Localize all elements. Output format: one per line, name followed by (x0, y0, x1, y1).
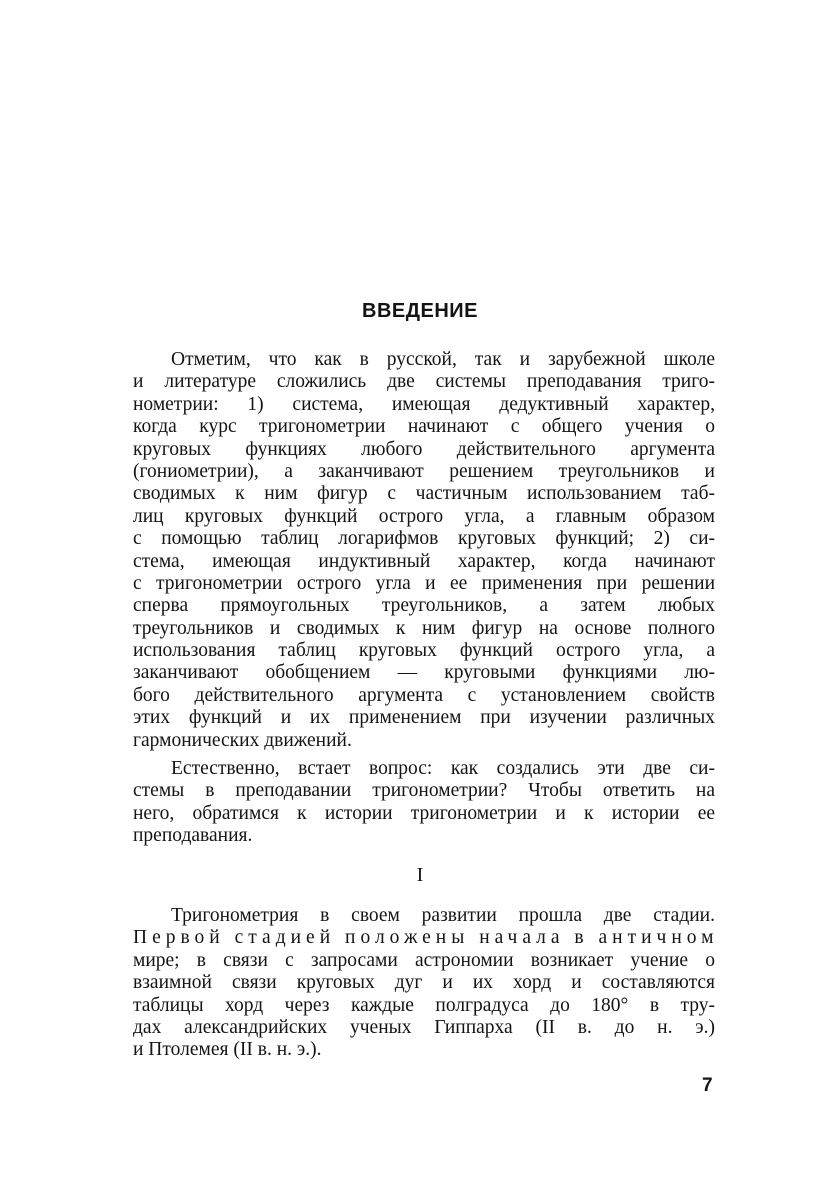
text-line: гармонических движений. (133, 729, 352, 751)
text-line: сперва прямоугольных треугольников, а затем любых (133, 595, 715, 617)
text-line: сводимых к ним фигур с частичным использованием таб- (133, 483, 715, 505)
text-line: дах александрийских ученых Гиппарха (II в. до н. э.) (133, 1016, 715, 1038)
text-line: заканчивают обобщением — круговыми функциями лю- (133, 662, 715, 684)
text-line: (гониометрии), а заканчивают решением треугольников и (133, 460, 715, 482)
text-line: этих функций и их применением при изучении различных (133, 707, 715, 729)
text-line: с тригонометрии острого угла и ее применения при решении (133, 572, 715, 594)
text-line: использования таблиц круговых функций острого угла, а (133, 640, 715, 662)
text-line: круговых функциях любого действительного аргумента (133, 438, 715, 460)
text-line: таблицы хорд через каждые полградуса до 180° в тру- (133, 994, 715, 1016)
text-line: с помощью таблиц логарифмов круговых функций; 2) си- (133, 528, 715, 550)
text-line: лиц круговых функций острого угла, а главным образом (133, 505, 715, 527)
text-line: стемы в преподавании тригонометрии? Чтобы ответить на (133, 780, 715, 802)
intro-paragraph (133, 349, 715, 752)
text-line: когда курс тригонометрии начинают с общего учения о (133, 416, 715, 438)
section-numeral: I (416, 864, 424, 886)
text-line: Первой стадией положены начала в античном (133, 927, 719, 949)
text-line: взаимной связи круговых дуг и их хорд и составляются (133, 972, 715, 994)
history-paragraph (133, 905, 719, 1062)
text-line: Отметим, что как в русской, так и зарубежной школе (171, 349, 715, 370)
question-paragraph (133, 758, 715, 848)
text-line: и Птолемея (II в. н. э.). (133, 1039, 322, 1061)
text-line: мире; в связи с запросами астрономии возникает учение о (133, 949, 715, 971)
text-line: нометрии: 1) система, имеющая дедуктивный характер, (133, 393, 715, 415)
text-line: стема, имеющая индуктивный характер, когда начинают (133, 550, 715, 572)
text-line: него, обратимся к истории тригонометрии и к истории ее (133, 802, 715, 824)
text-line: Естественно, встает вопрос: как создались эти две си- (171, 758, 715, 779)
text-line: треугольников и сводимых к ним фигур на основе полного (133, 617, 715, 639)
text-line: и литературе сложились две системы преподавания триго- (133, 371, 715, 393)
text-line: бого действительного аргумента с установлением свойств (133, 684, 715, 706)
text-line: преподавания. (133, 825, 253, 847)
chapter-title: ВВЕДЕНИЕ (362, 300, 478, 322)
page-number: 7 (702, 1075, 713, 1096)
text-line: Тригонометрия в своем развитии прошла две стадии. (171, 905, 715, 926)
